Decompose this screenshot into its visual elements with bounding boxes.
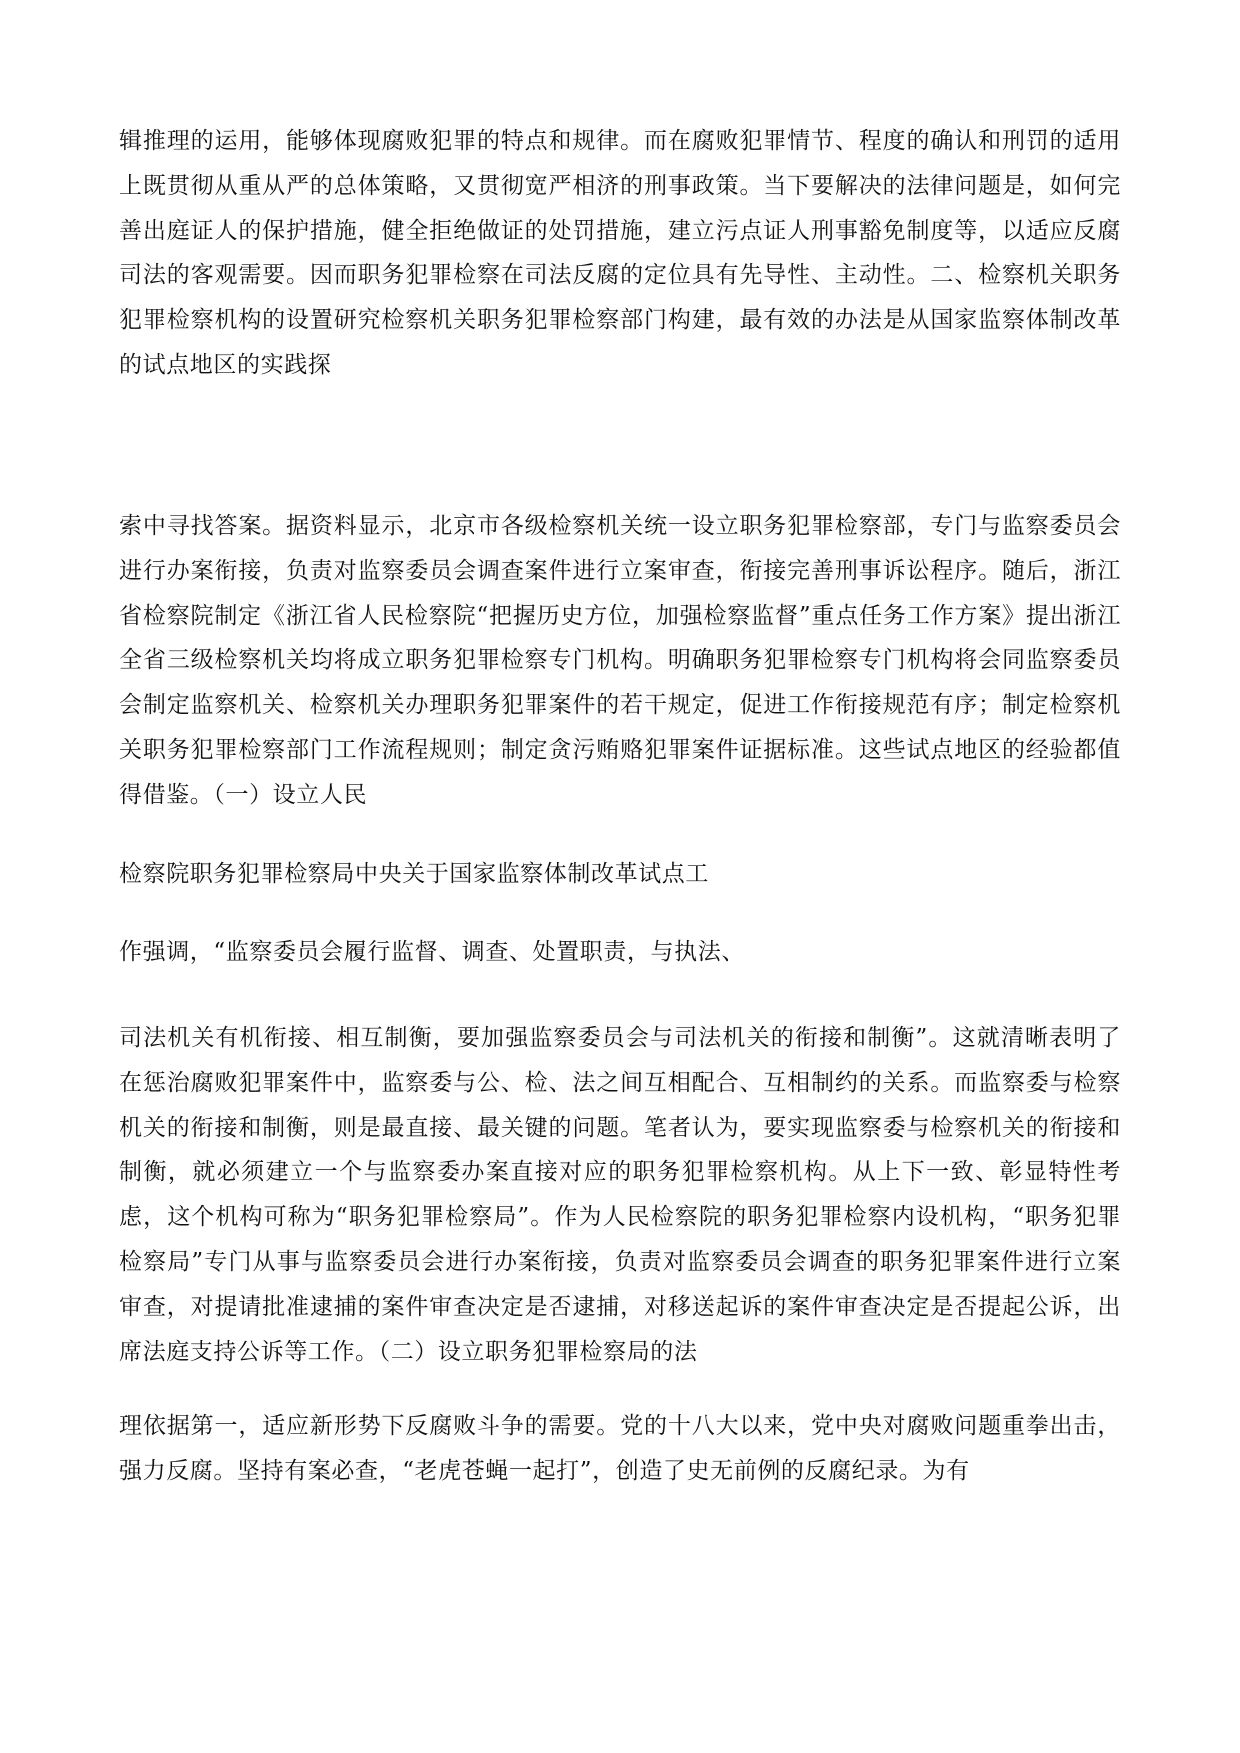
paragraph-1: 辑推理的运用，能够体现腐败犯罪的特点和规律。而在腐败犯罪情节、程度的确认和刑罚的适用上既贯彻从重从严的总体策略，又贯彻宽严相济的刑事政策。当下要解决的法律问题是，如何完善出庭证人的保护措施，健全拒绝做证的处罚措施，建立污点证人刑事豁免制度等，以适应反腐司法的客观需要。因而职务犯罪检察在司法反腐的定位具有先导性、主动性。二、检察机关职务犯罪检察机构的设置研究检察机关职务犯罪检察部门构建，最有效的办法是从国家监察体制改革的试点地区的实践探 — [119, 128, 1121, 378]
paragraph-5: 司法机关有机衔接、相互制衡，要加强监察委员会与司法机关的衔接和制衡”。这就清晰表明了在惩治腐败犯罪案件中，监察委与公、检、法之间互相配合、互相制约的关系。而监察委与检察机关的衔接和制衡，则是最直接、最关键的问题。笔者认为，要实现监察委与检察机关的衔接和制衡，就必须建立一个与监察委办案直接对应的职务犯罪检察机构。从上下一致、彰显特性考虑，这个机构可称为“职务犯罪检察局”。作为人民检察院的职务犯罪检察内设机构，“职务犯罪检察局”专门从事与监察委员会进行办案衔接，负责对监察委员会调查的职务犯罪案件进行立案审查，对提请批准逮捕的案件审查决定是否逮捕，对移送起诉的案件审查决定是否提起公诉，出席法庭支持公诉等工作。（二）设立职务犯罪检察局的法 — [119, 1025, 1121, 1365]
paragraph-6: 理依据第一，适应新形势下反腐败斗争的需要。党的十八大以来，党中央对腐败问题重拳出击，强力反腐。坚持有案必查，“老虎苍蝇一起打”，创造了史无前例的反腐纪录。为有 — [119, 1413, 1121, 1484]
paragraph-4: 作强调，“监察委员会履行监督、调查、处置职责，与执法、 — [119, 939, 745, 965]
paragraph-3: 检察院职务犯罪检察局中央关于国家监察体制改革试点工 — [119, 861, 709, 887]
paragraph-2: 索中寻找答案。据资料显示，北京市各级检察机关统一设立职务犯罪检察部，专门与监察委员会进行办案衔接，负责对监察委员会调查案件进行立案审查，衔接完善刑事诉讼程序。随后，浙江省检察院制定《浙江省人民检察院“把握历史方位，加强检察监督”重点任务工作方案》提出浙江全省三级检察机关均将成立职务犯罪检察专门机构。明确职务犯罪检察专门机构将会同监察委员会制定监察机关、检察机关办理职务犯罪案件的若干规定，促进工作衔接规范有序；制定检察机关职务犯罪检察部门工作流程规则；制定贪污贿赂犯罪案件证据标准。这些试点地区的经验都值得借鉴。（一）设立人民 — [119, 513, 1121, 808]
